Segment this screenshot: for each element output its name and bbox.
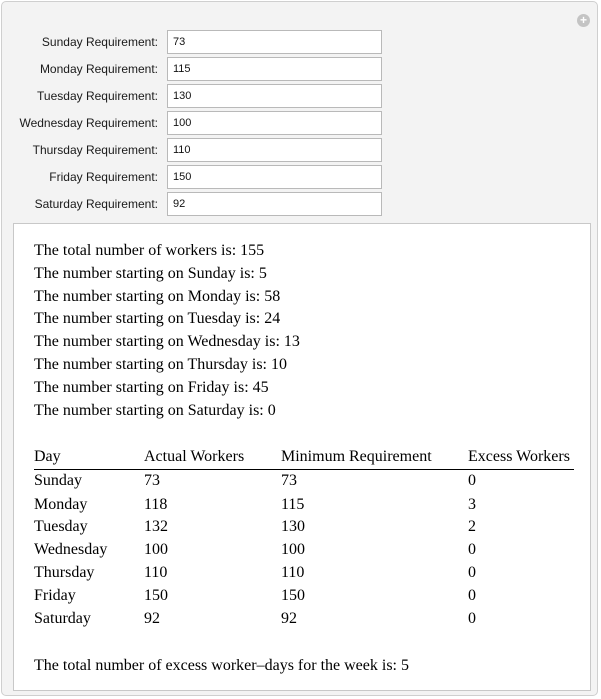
summary-line: The number starting on Saturday is: 0 [34, 402, 276, 419]
wednesday-requirement-input[interactable] [167, 111, 382, 135]
wednesday-requirement-label: Wednesday Requirement: [19, 116, 158, 130]
summary-line: The number starting on Thursday is: 10 [34, 356, 287, 373]
table-cell: 130 [281, 518, 305, 535]
table-cell: Saturday [34, 610, 91, 627]
monday-requirement-label: Monday Requirement: [39, 62, 158, 76]
friday-requirement-row [2, 165, 402, 189]
summary-line: The number starting on Friday is: 45 [34, 379, 269, 396]
table-cell: 92 [281, 610, 297, 627]
table-cell: 100 [281, 541, 305, 558]
sunday-requirement-label: Sunday Requirement: [41, 35, 158, 49]
table-cell: 2 [468, 518, 476, 535]
table-cell: 0 [468, 564, 476, 581]
table-header-day: Day [34, 448, 61, 465]
table-cell: 115 [281, 496, 305, 513]
friday-requirement-label: Friday Requirement: [49, 170, 158, 184]
tuesday-requirement-row [2, 84, 402, 108]
summary-line: The number starting on Monday is: 58 [34, 288, 281, 305]
table-cell: 0 [468, 587, 476, 604]
table-header-divider [34, 469, 574, 470]
plus-circle-icon[interactable]: + [577, 14, 590, 27]
monday-requirement-row [2, 57, 402, 81]
table-cell: 150 [281, 587, 305, 604]
friday-requirement-input[interactable] [167, 165, 382, 189]
wednesday-requirement-row [2, 111, 402, 135]
table-cell: 118 [144, 496, 168, 513]
table-cell: 132 [144, 518, 168, 535]
sunday-requirement-input[interactable] [167, 30, 382, 54]
summary-line: The number starting on Wednesday is: 13 [34, 333, 300, 350]
summary-line: The number starting on Sunday is: 5 [34, 265, 267, 282]
summary-line: The total number of workers is: 155 [34, 242, 265, 259]
table-cell: Wednesday [34, 541, 108, 558]
table-header-actual: Actual Workers [144, 448, 245, 465]
table-header-minimum: Minimum Requirement [281, 448, 432, 465]
table-cell: Friday [34, 587, 76, 604]
tuesday-requirement-input[interactable] [167, 84, 382, 108]
table-cell: 3 [468, 496, 476, 513]
table-cell: 110 [281, 564, 305, 581]
thursday-requirement-input[interactable] [167, 138, 382, 162]
thursday-requirement-label: Thursday Requirement: [32, 143, 158, 157]
table-cell: 150 [144, 587, 168, 604]
table-header-excess: Excess Workers [468, 448, 570, 465]
table-cell: 0 [468, 610, 476, 627]
table-cell: Sunday [34, 472, 82, 489]
output-pane [13, 223, 591, 691]
table-cell: 92 [144, 610, 160, 627]
table-cell: Thursday [34, 564, 95, 581]
manipulate-panel [1, 1, 598, 696]
table-cell: 0 [468, 472, 476, 489]
saturday-requirement-row [2, 192, 402, 216]
sunday-requirement-row [2, 30, 402, 54]
table-cell: 73 [281, 472, 297, 489]
table-cell: 110 [144, 564, 168, 581]
monday-requirement-input[interactable] [167, 57, 382, 81]
table-cell: 0 [468, 541, 476, 558]
thursday-requirement-row [2, 138, 402, 162]
excess-total-line: The total number of excess worker–days for the week is: 5 [34, 657, 409, 674]
saturday-requirement-input[interactable] [167, 192, 382, 216]
summary-line: The number starting on Tuesday is: 24 [34, 310, 281, 327]
saturday-requirement-label: Saturday Requirement: [34, 197, 158, 211]
table-cell: Monday [34, 496, 88, 513]
table-cell: 100 [144, 541, 168, 558]
tuesday-requirement-label: Tuesday Requirement: [37, 89, 158, 103]
table-cell: Tuesday [34, 518, 88, 535]
table-cell: 73 [144, 472, 160, 489]
